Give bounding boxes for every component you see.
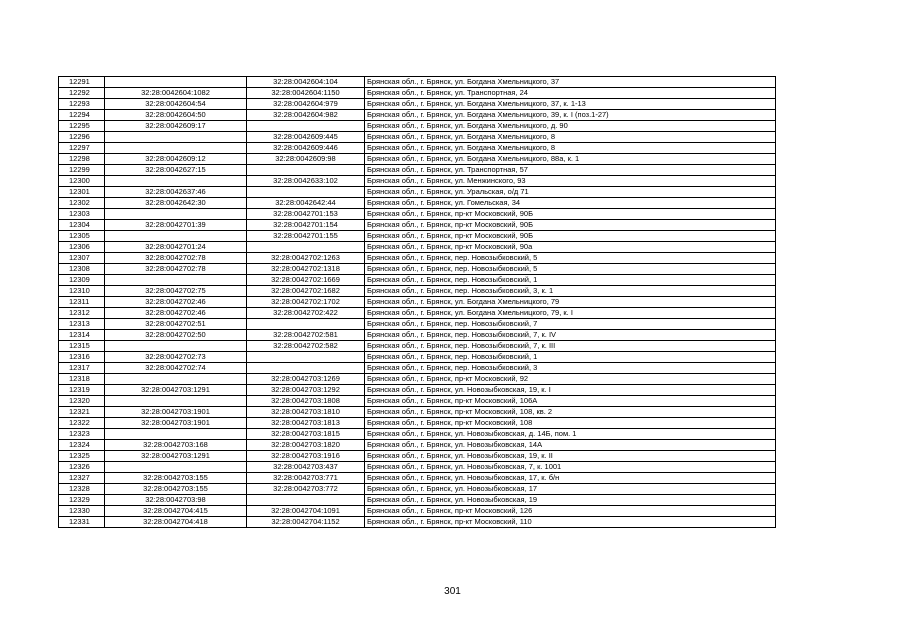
table-row	[59, 506, 776, 517]
previous-cadastral-number-cell: 32:28:0042642:30	[105, 198, 247, 209]
address-cell: Брянская обл., г. Брянск, пр-кт Московский, 108	[365, 418, 776, 429]
record-number-cell: 12317	[59, 363, 105, 374]
address-cell: Брянская обл., г. Брянск, ул. Уральская, о/д 71	[365, 187, 776, 198]
cadastral-number-cell: 32:28:0042703:1820	[247, 440, 365, 451]
cadastral-number-cell: 32:28:0042701:153	[247, 209, 365, 220]
record-number-cell: 12291	[59, 77, 105, 88]
address-cell: Брянская обл., г. Брянск, пер. Новозыбковский, 1	[365, 352, 776, 363]
record-number-cell: 12306	[59, 242, 105, 253]
previous-cadastral-number-cell	[105, 209, 247, 220]
address-cell: Брянская обл., г. Брянск, ул. Богдана Хмельницкого, 8	[365, 132, 776, 143]
table-row	[59, 88, 776, 99]
address-cell: Брянская обл., г. Брянск, ул. Богдана Хмельницкого, 8	[365, 143, 776, 154]
address-cell: Брянская обл., г. Брянск, пр-кт Московский, 90Б	[365, 220, 776, 231]
record-number-cell: 12307	[59, 253, 105, 264]
cadastral-number-cell	[247, 121, 365, 132]
address-cell: Брянская обл., г. Брянск, пр-кт Московский, 90Б	[365, 209, 776, 220]
address-cell: Брянская обл., г. Брянск, ул. Гомельская, 34	[365, 198, 776, 209]
cadastral-number-cell	[247, 363, 365, 374]
cadastral-number-cell: 32:28:0042702:1702	[247, 297, 365, 308]
cadastral-number-cell: 32:28:0042703:1815	[247, 429, 365, 440]
address-cell: Брянская обл., г. Брянск, ул. Богдана Хмельницкого, 37	[365, 77, 776, 88]
table-row	[59, 451, 776, 462]
previous-cadastral-number-cell: 32:28:0042702:51	[105, 319, 247, 330]
cadastral-number-cell: 32:28:0042703:1269	[247, 374, 365, 385]
cadastral-number-cell: 32:28:0042701:155	[247, 231, 365, 242]
previous-cadastral-number-cell: 32:28:0042704:415	[105, 506, 247, 517]
cadastral-number-cell	[247, 165, 365, 176]
address-cell: Брянская обл., г. Брянск, ул. Транспортная, 24	[365, 88, 776, 99]
page-number: 301	[444, 586, 461, 597]
cadastral-number-cell: 32:28:0042703:1810	[247, 407, 365, 418]
record-number-cell: 12325	[59, 451, 105, 462]
cadastral-number-cell: 32:28:0042701:154	[247, 220, 365, 231]
cadastral-number-cell: 32:28:0042703:1813	[247, 418, 365, 429]
record-number-cell: 12299	[59, 165, 105, 176]
address-cell: Брянская обл., г. Брянск, ул. Богдана Хмельницкого, 39, к. I (поз.1-27)	[365, 110, 776, 121]
table-row	[59, 374, 776, 385]
table-row	[59, 418, 776, 429]
record-number-cell: 12327	[59, 473, 105, 484]
cadastral-number-cell: 32:28:0042703:437	[247, 462, 365, 473]
record-number-cell: 12320	[59, 396, 105, 407]
previous-cadastral-number-cell	[105, 341, 247, 352]
table-row	[59, 385, 776, 396]
record-number-cell: 12293	[59, 99, 105, 110]
address-cell: Брянская обл., г. Брянск, ул. Новозыбковская, 14А	[365, 440, 776, 451]
cadastral-number-cell: 32:28:0042604:104	[247, 77, 365, 88]
record-number-cell: 12315	[59, 341, 105, 352]
cadastral-number-cell	[247, 352, 365, 363]
table-row	[59, 77, 776, 88]
cadastral-number-cell: 32:28:0042702:1682	[247, 286, 365, 297]
previous-cadastral-number-cell: 32:28:0042703:98	[105, 495, 247, 506]
previous-cadastral-number-cell: 32:28:0042703:155	[105, 484, 247, 495]
previous-cadastral-number-cell	[105, 176, 247, 187]
address-cell: Брянская обл., г. Брянск, пр-кт Московский, 90Б	[365, 231, 776, 242]
cadastral-number-cell: 32:28:0042702:581	[247, 330, 365, 341]
record-number-cell: 12302	[59, 198, 105, 209]
table-row	[59, 143, 776, 154]
record-number-cell: 12309	[59, 275, 105, 286]
table-row	[59, 99, 776, 110]
cadastral-number-cell: 32:28:0042642:44	[247, 198, 365, 209]
address-cell: Брянская обл., г. Брянск, пер. Новозыбковский, 7, к. IV	[365, 330, 776, 341]
cadastral-number-cell: 32:28:0042703:1916	[247, 451, 365, 462]
previous-cadastral-number-cell	[105, 132, 247, 143]
previous-cadastral-number-cell: 32:28:0042703:1291	[105, 451, 247, 462]
table-row	[59, 341, 776, 352]
table-row	[59, 484, 776, 495]
address-cell: Брянская обл., г. Брянск, пр-кт Московский, 106А	[365, 396, 776, 407]
record-number-cell: 12305	[59, 231, 105, 242]
previous-cadastral-number-cell: 32:28:0042702:78	[105, 253, 247, 264]
cadastral-number-cell: 32:28:0042704:1152	[247, 517, 365, 528]
record-number-cell: 12294	[59, 110, 105, 121]
record-number-cell: 12318	[59, 374, 105, 385]
address-cell: Брянская обл., г. Брянск, ул. Богдана Хмельницкого, 37, к. 1-13	[365, 99, 776, 110]
cadastral-number-cell: 32:28:0042702:1669	[247, 275, 365, 286]
cadastral-number-cell: 32:28:0042703:771	[247, 473, 365, 484]
previous-cadastral-number-cell: 32:28:0042703:1901	[105, 407, 247, 418]
address-cell: Брянская обл., г. Брянск, ул. Новозыбковская, 17	[365, 484, 776, 495]
table-row	[59, 264, 776, 275]
cadastral-number-cell: 32:28:0042609:446	[247, 143, 365, 154]
table-row	[59, 363, 776, 374]
record-number-cell: 12331	[59, 517, 105, 528]
table-row	[59, 165, 776, 176]
previous-cadastral-number-cell	[105, 77, 247, 88]
previous-cadastral-number-cell: 32:28:0042702:46	[105, 297, 247, 308]
record-number-cell: 12311	[59, 297, 105, 308]
cadastral-number-cell: 32:28:0042702:1318	[247, 264, 365, 275]
table-row	[59, 319, 776, 330]
table-row	[59, 220, 776, 231]
previous-cadastral-number-cell: 32:28:0042702:46	[105, 308, 247, 319]
record-number-cell: 12321	[59, 407, 105, 418]
table-row	[59, 154, 776, 165]
record-number-cell: 12329	[59, 495, 105, 506]
registry-table-body	[59, 77, 776, 528]
previous-cadastral-number-cell: 32:28:0042703:1901	[105, 418, 247, 429]
previous-cadastral-number-cell	[105, 143, 247, 154]
previous-cadastral-number-cell: 32:28:0042702:78	[105, 264, 247, 275]
address-cell: Брянская обл., г. Брянск, пер. Новозыбковский, 7	[365, 319, 776, 330]
record-number-cell: 12295	[59, 121, 105, 132]
address-cell: Брянская обл., г. Брянск, пер. Новозыбковский, 1	[365, 275, 776, 286]
table-row	[59, 308, 776, 319]
record-number-cell: 12326	[59, 462, 105, 473]
table-row	[59, 198, 776, 209]
cadastral-number-cell	[247, 242, 365, 253]
record-number-cell: 12303	[59, 209, 105, 220]
table-row	[59, 330, 776, 341]
cadastral-number-cell: 32:28:0042703:1292	[247, 385, 365, 396]
previous-cadastral-number-cell: 32:28:0042604:54	[105, 99, 247, 110]
previous-cadastral-number-cell: 32:28:0042702:73	[105, 352, 247, 363]
address-cell: Брянская обл., г. Брянск, пр-кт Московский, 126	[365, 506, 776, 517]
previous-cadastral-number-cell: 32:28:0042637:46	[105, 187, 247, 198]
record-number-cell: 12312	[59, 308, 105, 319]
address-cell: Брянская обл., г. Брянск, пр-кт Московский, 110	[365, 517, 776, 528]
record-number-cell: 12301	[59, 187, 105, 198]
address-cell: Брянская обл., г. Брянск, пер. Новозыбковский, 7, к. III	[365, 341, 776, 352]
previous-cadastral-number-cell: 32:28:0042703:155	[105, 473, 247, 484]
address-cell: Брянская обл., г. Брянск, ул. Богдана Хмельницкого, д. 90	[365, 121, 776, 132]
cadastral-number-cell	[247, 187, 365, 198]
table-row	[59, 209, 776, 220]
table-row	[59, 132, 776, 143]
address-cell: Брянская обл., г. Брянск, пр-кт Московский, 92	[365, 374, 776, 385]
record-number-cell: 12319	[59, 385, 105, 396]
record-number-cell: 12324	[59, 440, 105, 451]
previous-cadastral-number-cell: 32:28:0042604:1082	[105, 88, 247, 99]
table-row	[59, 110, 776, 121]
previous-cadastral-number-cell: 32:28:0042702:74	[105, 363, 247, 374]
record-number-cell: 12296	[59, 132, 105, 143]
table-row	[59, 187, 776, 198]
table-row	[59, 286, 776, 297]
table-row	[59, 176, 776, 187]
previous-cadastral-number-cell: 32:28:0042627:15	[105, 165, 247, 176]
record-number-cell: 12314	[59, 330, 105, 341]
table-row	[59, 495, 776, 506]
record-number-cell: 12316	[59, 352, 105, 363]
table-row	[59, 440, 776, 451]
previous-cadastral-number-cell	[105, 275, 247, 286]
table-row	[59, 231, 776, 242]
address-cell: Брянская обл., г. Брянск, ул. Новозыбковская, 19, к. II	[365, 451, 776, 462]
cadastral-number-cell: 32:28:0042604:1150	[247, 88, 365, 99]
previous-cadastral-number-cell	[105, 396, 247, 407]
table-row	[59, 242, 776, 253]
table-row	[59, 352, 776, 363]
cadastral-number-cell: 32:28:0042609:98	[247, 154, 365, 165]
record-number-cell: 12304	[59, 220, 105, 231]
record-number-cell: 12313	[59, 319, 105, 330]
record-number-cell: 12310	[59, 286, 105, 297]
cadastral-number-cell: 32:28:0042604:982	[247, 110, 365, 121]
address-cell: Брянская обл., г. Брянск, пр-кт Московский, 108, кв. 2	[365, 407, 776, 418]
record-number-cell: 12328	[59, 484, 105, 495]
cadastral-number-cell	[247, 495, 365, 506]
table-row	[59, 275, 776, 286]
table-row	[59, 462, 776, 473]
table-row	[59, 517, 776, 528]
record-number-cell: 12292	[59, 88, 105, 99]
previous-cadastral-number-cell: 32:28:0042609:12	[105, 154, 247, 165]
previous-cadastral-number-cell: 32:28:0042604:50	[105, 110, 247, 121]
previous-cadastral-number-cell: 32:28:0042704:418	[105, 517, 247, 528]
previous-cadastral-number-cell	[105, 231, 247, 242]
previous-cadastral-number-cell: 32:28:0042701:39	[105, 220, 247, 231]
table-row	[59, 121, 776, 132]
table-row	[59, 396, 776, 407]
previous-cadastral-number-cell: 32:28:0042701:24	[105, 242, 247, 253]
table-row	[59, 429, 776, 440]
address-cell: Брянская обл., г. Брянск, ул. Богдана Хмельницкого, 79	[365, 297, 776, 308]
address-cell: Брянская обл., г. Брянск, ул. Новозыбковская, 7, к. 1001	[365, 462, 776, 473]
previous-cadastral-number-cell: 32:28:0042702:75	[105, 286, 247, 297]
table-row	[59, 473, 776, 484]
record-number-cell: 12298	[59, 154, 105, 165]
table-row	[59, 407, 776, 418]
address-cell: Брянская обл., г. Брянск, ул. Богдана Хмельницкого, 79, к. I	[365, 308, 776, 319]
address-cell: Брянская обл., г. Брянск, ул. Менжинского, 93	[365, 176, 776, 187]
address-cell: Брянская обл., г. Брянск, пер. Новозыбковский, 3, к. 1	[365, 286, 776, 297]
cadastral-number-cell: 32:28:0042633:102	[247, 176, 365, 187]
record-number-cell: 12323	[59, 429, 105, 440]
record-number-cell: 12297	[59, 143, 105, 154]
previous-cadastral-number-cell: 32:28:0042702:50	[105, 330, 247, 341]
address-cell: Брянская обл., г. Брянск, ул. Новозыбковская, 17, к. б/н	[365, 473, 776, 484]
cadastral-number-cell: 32:28:0042702:1263	[247, 253, 365, 264]
address-cell: Брянская обл., г. Брянск, пр-кт Московский, 90а	[365, 242, 776, 253]
cadastral-number-cell: 32:28:0042702:582	[247, 341, 365, 352]
table-row	[59, 297, 776, 308]
record-number-cell: 12322	[59, 418, 105, 429]
address-cell: Брянская обл., г. Брянск, пер. Новозыбковский, 5	[365, 253, 776, 264]
address-cell: Брянская обл., г. Брянск, ул. Новозыбковская, д. 14Б, пом. 1	[365, 429, 776, 440]
record-number-cell: 12330	[59, 506, 105, 517]
cadastral-number-cell: 32:28:0042703:772	[247, 484, 365, 495]
address-cell: Брянская обл., г. Брянск, пер. Новозыбковский, 5	[365, 264, 776, 275]
cadastral-number-cell	[247, 319, 365, 330]
previous-cadastral-number-cell: 32:28:0042703:1291	[105, 385, 247, 396]
address-cell: Брянская обл., г. Брянск, ул. Новозыбковская, 19	[365, 495, 776, 506]
address-cell: Брянская обл., г. Брянск, ул. Новозыбковская, 19, к. I	[365, 385, 776, 396]
previous-cadastral-number-cell: 32:28:0042703:168	[105, 440, 247, 451]
cadastral-number-cell: 32:28:0042703:1808	[247, 396, 365, 407]
previous-cadastral-number-cell	[105, 429, 247, 440]
cadastral-number-cell: 32:28:0042704:1091	[247, 506, 365, 517]
registry-table	[58, 76, 776, 528]
cadastral-number-cell: 32:28:0042604:979	[247, 99, 365, 110]
cadastral-number-cell: 32:28:0042702:422	[247, 308, 365, 319]
previous-cadastral-number-cell	[105, 374, 247, 385]
record-number-cell: 12308	[59, 264, 105, 275]
record-number-cell: 12300	[59, 176, 105, 187]
address-cell: Брянская обл., г. Брянск, ул. Богдана Хмельницкого, 88а, к. 1	[365, 154, 776, 165]
cadastral-number-cell: 32:28:0042609:445	[247, 132, 365, 143]
address-cell: Брянская обл., г. Брянск, ул. Транспортная, 57	[365, 165, 776, 176]
address-cell: Брянская обл., г. Брянск, пер. Новозыбковский, 3	[365, 363, 776, 374]
table-row	[59, 253, 776, 264]
previous-cadastral-number-cell	[105, 462, 247, 473]
previous-cadastral-number-cell: 32:28:0042609:17	[105, 121, 247, 132]
